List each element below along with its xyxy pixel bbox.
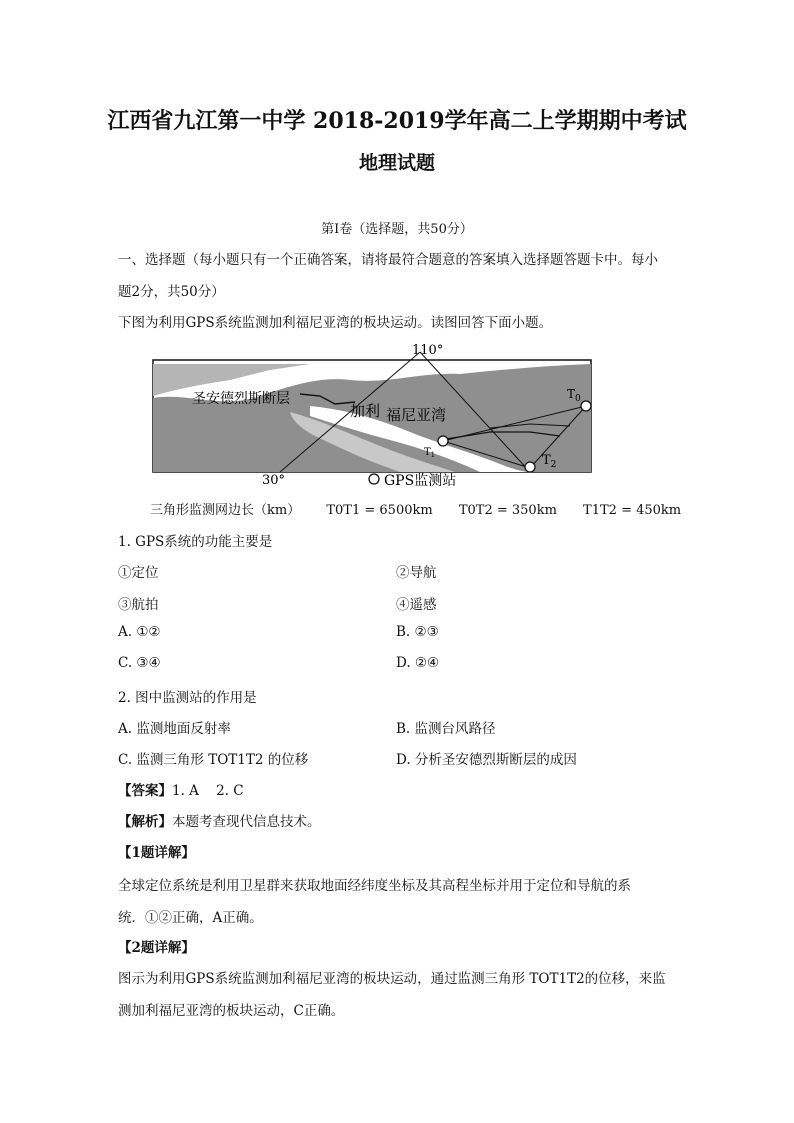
q2-choice-c: C. 监测三角形 TOT1T2 的位移	[118, 752, 309, 768]
q1-option-1: ①定位	[118, 565, 159, 581]
q2-detail-line-2: 测加利福尼亚湾的板块运动，C正确。	[118, 1003, 345, 1019]
q1-detail-line-2: 统．①②正确，A正确。	[118, 910, 263, 926]
t1-label: $T_1$	[424, 447, 436, 459]
q2-choice-d: D. 分析圣安德烈斯断层的成因	[396, 752, 577, 768]
q1-option-2: ②导航	[396, 565, 437, 581]
answer-tag: 【答案】	[118, 783, 172, 799]
page-subtitle: 地理试题	[358, 152, 435, 174]
q1-choice-a: A. ①②	[118, 624, 161, 640]
t0-label: $T_0$	[567, 387, 581, 404]
triangle-side-lengths	[150, 499, 703, 518]
q2-choice-a: A. 监测地面反射率	[118, 721, 231, 737]
q2-stem: 2. 图中监测站的作用是	[118, 690, 257, 706]
instructions-line-1: 一、选择题（每小题只有一个正确答案，请将最符合题意的答案填入选择题答题卡中。每小	[118, 252, 658, 268]
legend-station-icon	[369, 474, 379, 484]
answer-row	[118, 779, 244, 799]
q2-detail-tag: 【2题详解】	[118, 940, 195, 956]
answer-text: 1. A 2. C	[172, 783, 244, 799]
latitude-label: 30°	[262, 473, 286, 488]
q1-choice-c: C. ③④	[118, 655, 161, 671]
triangle-side-2: T0T2 = 350km	[458, 503, 557, 518]
section-heading: 第Ⅰ卷（选择题，共50分）	[321, 222, 473, 237]
gulf-label-1: 加利	[350, 402, 381, 420]
q1-detail-line-1: 全球定位系统是利用卫星群来获取地面经纬度坐标及其高程坐标并用于定位和导航的系	[118, 878, 631, 894]
q1-stem: 1. GPS系统的功能主要是	[118, 534, 273, 550]
triangle-label: 三角形监测网边长（km）	[150, 503, 301, 518]
q2-choice-b: B. 监测台风路径	[396, 721, 496, 737]
station-t1	[438, 436, 448, 446]
gulf-label-2: 福尼亚湾	[386, 406, 447, 424]
analysis-text: 本题考查现代信息技术。	[172, 814, 321, 830]
q1-option-4: ④遥感	[396, 597, 437, 613]
analysis-tag: 【解析】	[118, 814, 172, 830]
q2-detail-line-1: 图示为利用GPS系统监测加利福尼亚湾的板块运动，通过监测三角形 TOT1T2的位移，来监	[118, 971, 666, 987]
station-t2	[525, 462, 535, 472]
q1-detail-tag: 【1题详解】	[118, 845, 195, 861]
q1-choice-b: B. ②③	[396, 624, 439, 640]
intro-text: 下图为利用GPS系统监测加利福尼亚湾的板块运动。读图回答下面小题。	[118, 315, 553, 331]
longitude-label: 110°	[412, 343, 444, 358]
gulf-of-california-map	[150, 340, 596, 490]
fault-label: 圣安德烈斯断层	[192, 391, 290, 407]
station-t0	[581, 401, 591, 411]
instructions-line-2: 题2分，共50分）	[118, 284, 225, 300]
t2-label: $T_2$	[542, 453, 557, 470]
q1-option-3: ③航拍	[118, 597, 159, 613]
triangle-side-3: T1T2 = 450km	[583, 503, 682, 518]
station-legend-label: GPS监测站	[384, 473, 457, 489]
triangle-side-1: T0T1 = 6500km	[326, 503, 433, 518]
analysis-row	[118, 810, 321, 830]
page-title: 江西省九江第一中学 2018-2019学年高二上学期期中考试	[107, 108, 687, 134]
q1-choice-d: D. ②④	[396, 655, 440, 671]
